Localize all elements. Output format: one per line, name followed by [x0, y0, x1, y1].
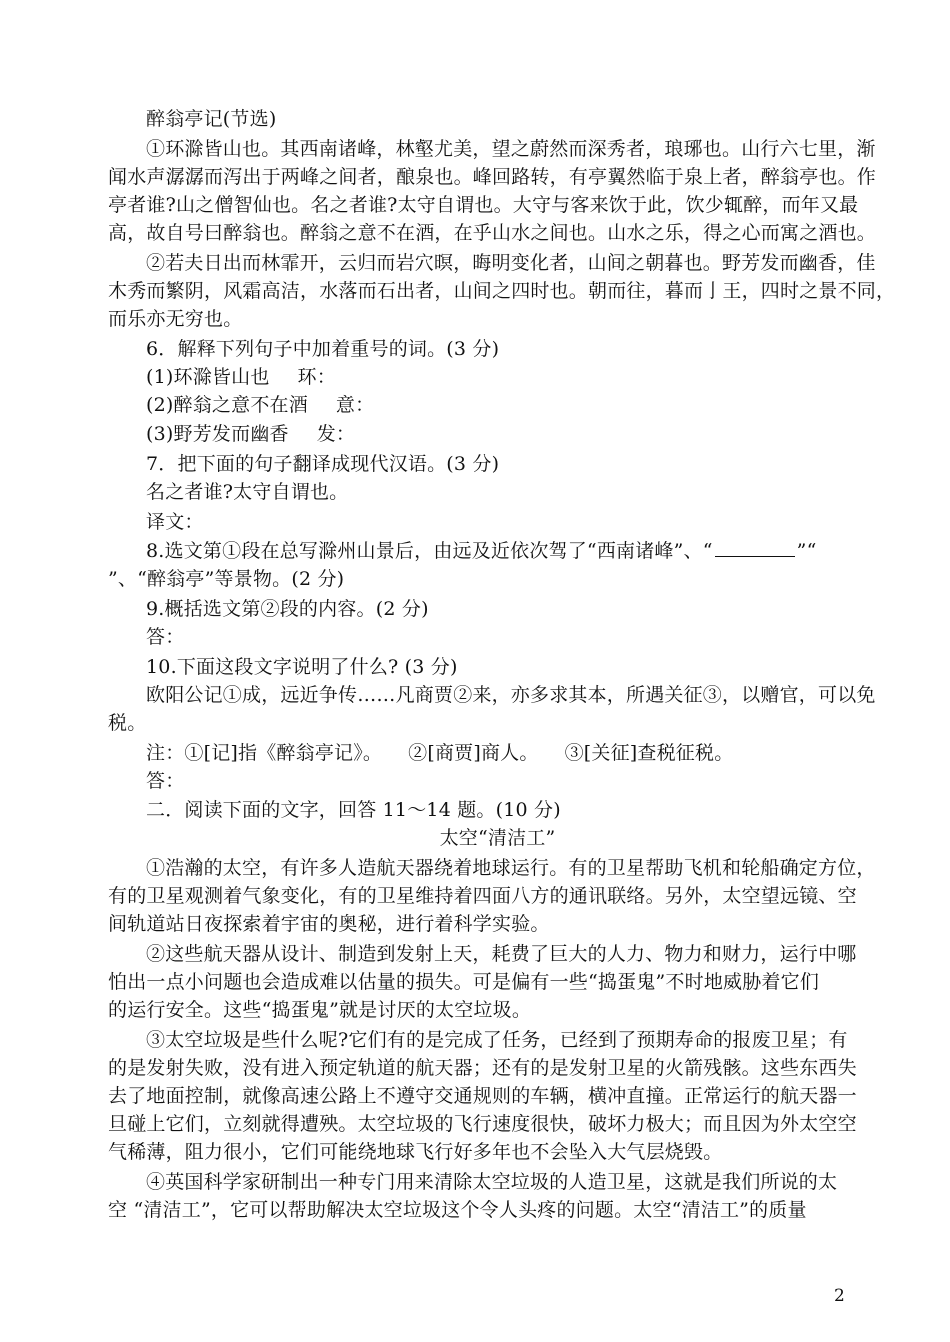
- q8-line1: [146, 538, 817, 565]
- q6-item-3-word: 发：: [316, 423, 356, 445]
- q10-notes: [146, 740, 733, 767]
- q10-text-line1: 欧阳公记①成，远近争传……凡商贾②来，亦多求其本，所遇关征③，以赠官，可以免: [146, 684, 876, 706]
- q10-stem: 10.下面这段文字说明了什么? (3 分): [146, 656, 458, 678]
- q6-item-2-word: 意：: [335, 394, 375, 416]
- passage1-p1-line2: 闻水声潺潺而泻出于两峰之间者，酿泉也。峰回路转，有亭翼然临于泉上者，醉翁亭也。作: [108, 166, 877, 188]
- q8-line1-text: 8.选文第①段在总写滁州山景后，由远及近依次驾了“西南诸峰”、“: [146, 540, 713, 562]
- section2-p3-line5: 气稀薄，阻力很小，它们可能绕地球飞行好多年也不会坠入大气层烧毁。: [108, 1141, 723, 1163]
- q10-text-line2: 税。: [108, 712, 147, 734]
- q10-note-2: ②[商贾]商人。: [408, 742, 539, 764]
- q6-stem: 6．解释下列句子中加着重号的词。(3 分): [146, 338, 500, 360]
- q7-stem: 7．把下面的句子翻译成现代汉语。(3 分): [146, 453, 500, 475]
- page-number: 2: [834, 1286, 845, 1306]
- section2-p3-line3: 去了地面控制，就像高速公路上不遵守交通规则的车辆，横冲直撞。正常运行的航天器一: [108, 1085, 857, 1107]
- passage1-p2-line1: ②若夫日出而林霏开，云归而岩穴暝，晦明变化者，山间之朝暮也。野芳发而幽香，佳: [146, 252, 876, 274]
- q8-line2: ”、“醉翁亭”等景物。(2 分): [108, 568, 345, 590]
- passage1-p1-line1: ①环滁皆山也。其西南诸峰，林壑尤美，望之蔚然而深秀者，琅琊也。山行六七里，渐: [146, 138, 876, 160]
- section2-p2-line1: ②这些航天器从设计、制造到发射上天，耗费了巨大的人力、物力和财力，运行中哪: [146, 943, 857, 965]
- q6-item-1-sentence: (1)环滁皆山也: [146, 366, 270, 388]
- q6-item-1: [146, 364, 336, 391]
- section2-heading: 二．阅读下面的文字，回答 11～14 题。(10 分): [146, 799, 561, 821]
- passage1-p2-line2: 木秀而繁阴，风霜高洁，水落而石出者，山间之四时也。朝而往，暮而亅王，四时之景不同，: [108, 280, 896, 302]
- section2-p3-line1: ③太空垃圾是些什么呢?它们有的是完成了任务，已经到了预期寿命的报废卫星；有: [146, 1029, 848, 1051]
- q7-answer-label: 译文：: [146, 511, 204, 533]
- section2-p1-line3: 间轨道站日夜探索着宇宙的奥秘，进行着科学实验。: [108, 913, 550, 935]
- passage1-p2-line3: 而乐亦无穷也。: [108, 308, 243, 330]
- section2-p4-line1: ④英国科学家研制出一种专门用来清除太空垃圾的人造卫星，这就是我们所说的太: [146, 1171, 838, 1193]
- passage1-p1-line4: 高，故自号曰醉翁也。醉翁之意不在酒，在乎山水之间也。山水之乐，得之心而寓之酒也。: [108, 222, 877, 244]
- q6-item-1-word: 环：: [297, 366, 336, 388]
- section2-p2-line2: 怕出一点小问题也会造成难以估量的损失。可是偏有一些“捣蛋鬼”不时地威胁着它们: [108, 971, 820, 993]
- section2-p2-line3: 的运行安全。这些“捣蛋鬼”就是讨厌的太空垃圾。: [108, 999, 532, 1021]
- section2-p3-line4: 旦碰上它们，立刻就得遭殃。太空垃圾的飞行速度很快，破坏力极大；而且因为外太空空: [108, 1113, 857, 1135]
- q8-answer-blank[interactable]: [715, 538, 795, 557]
- q6-item-2: [146, 392, 374, 419]
- section2-p1-line1: ①浩瀚的太空，有许多人造航天器绕着地球运行。有的卫星帮助飞机和轮船确定方位，: [146, 857, 876, 879]
- q8-line1-quote: ”“: [796, 540, 817, 562]
- section2-p4-line2: 空 “清洁工”，它可以帮助解决太空垃圾这个令人头疼的问题。太空“清洁工”的质量: [108, 1199, 807, 1221]
- q10-note-1: 注：①[记]指《醉翁亭记》。: [146, 742, 383, 764]
- section2-p3-line2: 的是发射失败，没有进入预定轨道的航天器；还有的是发射卫星的火箭残骸。这些东西失: [108, 1057, 857, 1079]
- q9-stem: 9.概括选文第②段的内容。(2 分): [146, 598, 429, 620]
- q9-answer-label: 答：: [146, 626, 185, 648]
- section2-title: 太空“清洁工”: [439, 827, 556, 849]
- q6-item-3-sentence: (3)野芳发而幽香: [146, 423, 289, 445]
- passage1-p1-line3: 亭者谁?山之僧智仙也。名之者谁?太守自谓也。大守与客来饮于此，饮少辄醉，而年又最: [108, 194, 859, 216]
- passage-title: 醉翁亭记(节选): [146, 108, 277, 130]
- q6-item-3: [146, 421, 355, 448]
- q6-item-2-sentence: (2)醉翁之意不在酒: [146, 394, 308, 416]
- q7-sentence: 名之者谁?太守自谓也。: [146, 481, 349, 503]
- q10-note-3: ③[关征]查税征税。: [564, 742, 734, 764]
- section2-p1-line2: 有的卫星观测着气象变化，有的卫星维持着四面八方的通讯联络。另外，太空望远镜、空: [108, 885, 857, 907]
- q10-answer-label: 答：: [146, 770, 185, 792]
